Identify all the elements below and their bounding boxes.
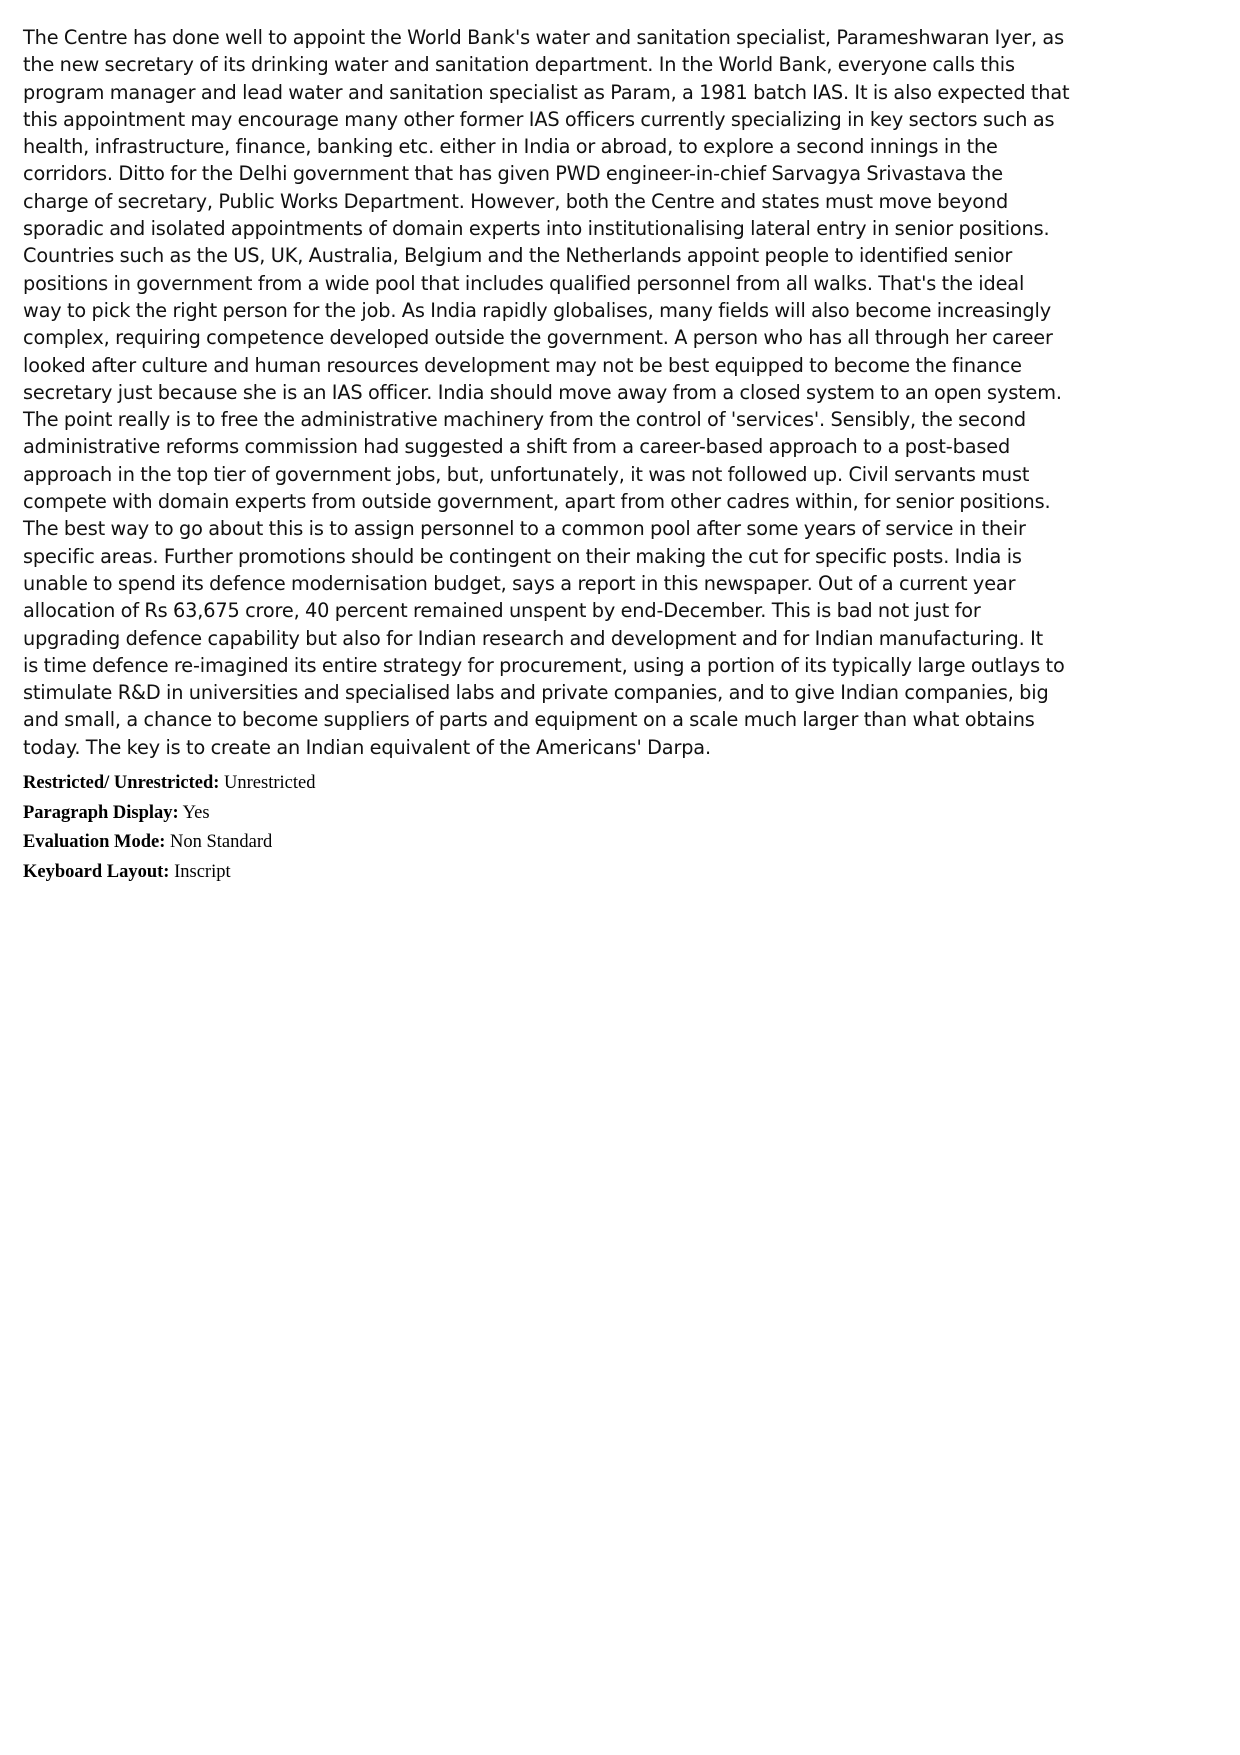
passage-line: and small, a chance to become suppliers of parts and equipment on a scale much larger than what obtains [23,708,1035,732]
keyboard-layout-label: Keyboard Layout: [23,861,170,882]
passage-line: compete with domain experts from outside government, apart from other cadres within, for senior positions. [23,490,1051,514]
passage-line: secretary just because she is an IAS officer. India should move away from a closed system to an open system. [23,380,1062,404]
passage-line: is time defence re-imagined its entire strategy for procurement, using a portion of its typically large outlays to [23,653,1065,677]
passage-line: positions in government from a wide pool that includes qualified personnel from all walks. That's the ideal [23,271,1025,295]
passage-line: sporadic and isolated appointments of domain experts into institutionalising lateral entry in senior positions. [23,217,1050,241]
passage-line: health, infrastructure, finance, banking etc. either in India or abroad, to explore a second innings in the [23,135,998,159]
passage-line: upgrading defence capability but also for Indian research and development and for Indian manufacturing. It [23,626,1044,650]
keyboard-layout-row [23,858,1223,888]
evaluation-mode-label: Evaluation Mode: [23,832,166,853]
passage-line: way to pick the right person for the job. As India rapidly globalises, many fields will also become increasingly [23,298,1051,322]
metadata-list [23,769,1223,887]
passage-line: administrative reforms commission had suggested a shift from a career-based approach to a post-based [23,435,1011,459]
paragraph-display-value: Yes [182,802,210,823]
passage-line: allocation of Rs 63,675 crore, 40 percent remained unspent by end-December. This is bad not just for [23,599,981,623]
passage-line: charge of secretary, Public Works Department. However, both the Centre and states must move beyond [23,189,1009,213]
passage-text [23,24,1223,761]
document-page [23,24,1223,887]
restricted-label: Restricted/ Unrestricted: [23,773,220,794]
passage-line: corridors. Ditto for the Delhi government that has given PWD engineer-in-chief Sarvagya Srivastava the [23,162,1003,186]
evaluation-mode-row [23,828,1223,858]
paragraph-display-label: Paragraph Display: [23,802,179,823]
restricted-value: Unrestricted [224,773,316,794]
passage-line: specific areas. Further promotions should be contingent on their making the cut for specific posts. India is [23,544,1022,568]
passage-line: looked after culture and human resources development may not be best equipped to become the finance [23,353,1022,377]
passage-line: The best way to go about this is to assign personnel to a common pool after some years of service in their [23,517,1026,541]
passage-line: this appointment may encourage many other former IAS officers currently specializing in key sectors such as [23,107,1055,131]
passage-line: program manager and lead water and sanitation specialist as Param, a 1981 batch IAS. It is also expected that [23,80,1070,104]
passage-line: approach in the top tier of government jobs, but, unfortunately, it was not followed up. Civil servants must [23,462,1030,486]
passage-line: The point really is to free the administrative machinery from the control of 'services'. Sensibly, the second [23,408,1027,432]
passage-line: the new secretary of its drinking water and sanitation department. In the World Bank, everyone calls this [23,53,1015,77]
paragraph-display-row [23,799,1223,829]
keyboard-layout-value: Inscript [174,861,231,882]
passage-line: unable to spend its defence modernisation budget, says a report in this newspaper. Out of a current year [23,571,1016,595]
passage-line: today. The key is to create an Indian equivalent of the Americans' Darpa. [23,735,711,759]
passage-line: The Centre has done well to appoint the World Bank's water and sanitation specialist, Parameshwaran Iyer, as [23,26,1064,49]
restricted-row [23,769,1223,799]
passage-line: Countries such as the US, UK, Australia, Belgium and the Netherlands appoint people to identified senior [23,244,1013,268]
evaluation-mode-value: Non Standard [169,832,273,853]
passage-line: stimulate R&D in universities and specialised labs and private companies, and to give Indian companies, big [23,681,1049,705]
passage-line: complex, requiring competence developed outside the government. A person who has all through her career [23,326,1053,350]
